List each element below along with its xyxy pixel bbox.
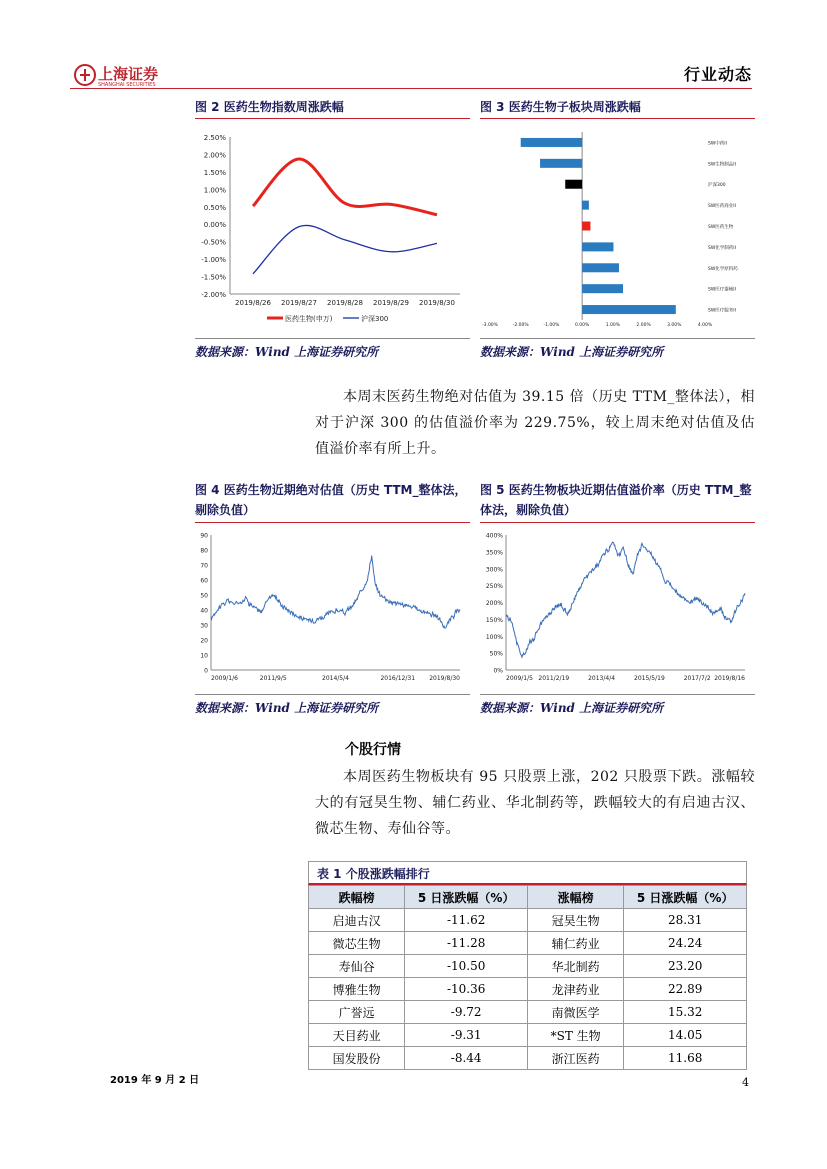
fig3-caption: 图 3 医药生物子板块周涨跌幅 [480,100,641,114]
x-tick-label: 4.00% [697,323,713,328]
y-tick-label: 200% [485,600,503,607]
gainer-pct: 28.31 [624,909,747,932]
fig4-line-chart [195,527,470,689]
x-tick-label: 2019/8/30 [429,675,460,682]
y-tick-label: 60 [200,577,208,585]
fig4-bottom-rule [195,694,470,695]
bar [582,263,619,272]
loser-name: 天目药业 [309,1024,405,1047]
fig2-source: 数据来源：Wind 上海证券研究所 [195,345,379,359]
valuation-paragraph: 本周末医药生物绝对估值为 39.15 倍（历史 TTM_整体法），相对于沪深 300 的估值溢价率为 229.75%，较上周末绝对估值及估值溢价率有所上升。 [315,389,755,457]
category-label: SW化学原料药 [708,266,738,272]
x-tick-label: 2019/8/29 [373,299,409,307]
logo-subtext: SHANGHAI SECURITIES [98,82,156,88]
y-tick-label: 30 [200,622,208,630]
fig2-caption: 图 2 医药生物指数周涨跌幅 [195,100,344,114]
category-label: SW医疗服务II [708,308,736,314]
gainer-name: 浙江医药 [527,1047,623,1070]
series-line [506,542,745,658]
loser-pct: -11.28 [405,932,528,955]
x-tick-label: 0.00% [574,323,590,328]
fig3-top-rule [480,118,755,119]
fig4-caption: 图 4 医药生物近期绝对估值（历史 TTM_整体法，剔除负值） [195,483,467,517]
company-logo [72,60,172,96]
bar [582,222,590,231]
x-tick-label: 2016/12/31 [380,675,416,682]
y-tick-label: 50 [200,592,208,600]
x-tick-label: 2009/1/6 [211,675,238,682]
fig2-bottom-rule [195,338,470,339]
stock-paragraph: 本周医药生物板块有 95 只股票上涨，202 只股票下跌。涨幅较大的有冠昊生物、辅仁药业、华北制药等，跌幅较大的有启迪古汉、微芯生物、寿仙谷等。 [315,769,755,837]
fig2-line-chart [195,122,470,334]
loser-name: 启迪古汉 [309,909,405,932]
y-tick-label: 150% [485,616,503,624]
gainer-pct: 11.68 [624,1047,747,1070]
fig3-bottom-rule [480,338,755,339]
bar [582,242,613,251]
y-tick-label: -1.50% [201,273,226,282]
table-row [309,932,747,955]
x-tick-label: 1.00% [605,323,621,328]
category-label: SW生物制品II [708,162,736,168]
x-tick-label: 2017/7/2 [683,675,711,682]
category-label: SW医药商业II [708,204,736,210]
loser-name: 广誉远 [309,1001,405,1024]
category-label: 沪深300 [708,183,726,189]
table-row [309,1001,747,1024]
category-label: SW中药II [708,141,727,147]
loser-pct: -10.36 [405,978,528,1001]
y-tick-label: 350% [485,549,503,557]
legend-label: 医药生物(申万) [285,315,333,323]
x-tick-label: 2011/9/5 [259,675,287,682]
section-title: 个股行情 [345,742,401,758]
y-tick-label: 0.50% [203,203,226,212]
fig3-bar-chart [480,122,755,334]
y-tick-label: 400% [485,532,503,540]
x-tick-label: 2009/1/5 [506,675,533,682]
col-header-losers: 跌幅榜 [309,886,405,909]
gainer-pct: 22.89 [624,978,747,1001]
y-tick-label: -1.00% [201,256,226,265]
x-tick-label: 2019/8/16 [714,675,745,682]
bar [540,159,582,168]
footer-date: 2019 年 9 月 2 日 [110,1075,200,1086]
header-rule [70,88,752,89]
legend-label: 沪深300 [361,315,389,323]
x-tick-label: 2014/5/4 [322,675,349,682]
loser-pct: -9.31 [405,1024,528,1047]
series-line [211,556,460,629]
y-tick-label: 40 [200,607,208,615]
header-title: 行业动态 [683,65,752,84]
gainer-name: *ST 生物 [527,1024,623,1047]
loser-pct: -9.72 [405,1001,528,1024]
x-tick-label: 2013/4/4 [588,675,616,682]
bar [521,138,582,147]
bar [582,305,676,314]
x-tick-label: 2.00% [636,323,651,328]
gainer-name: 龙津药业 [527,978,623,1001]
gainer-name: 冠昊生物 [527,909,623,932]
loser-pct: -8.44 [405,1047,528,1070]
y-tick-label: 0% [493,667,503,675]
table-row [309,978,747,1001]
col-header-gainers: 涨幅榜 [527,886,623,909]
table-row [309,955,747,978]
table-header-row [309,886,747,909]
bar [565,180,582,189]
table-row [309,1047,747,1070]
col-header-loss-pct: 5 日涨跌幅（%） [405,886,528,909]
x-tick-label: 2019/8/28 [327,299,363,307]
gainer-pct: 23.20 [624,955,747,978]
category-label: SW医疗器械II [708,287,736,293]
y-tick-label: 0 [204,667,208,675]
loser-name: 寿仙谷 [309,955,405,978]
loser-name: 国发股份 [309,1047,405,1070]
y-tick-label: 20 [200,637,208,645]
x-tick-label: -3.00% [482,323,498,328]
y-tick-label: 2.50% [203,134,226,142]
rank-table [308,885,747,1070]
series-line-hs300 [253,225,437,273]
category-label: SW医药生物 [708,225,734,230]
x-tick-label: 2011/2/19 [538,675,570,682]
y-tick-label: 50% [489,650,503,658]
gainer-name: 辅仁药业 [527,932,623,955]
x-tick-label: 3.00% [667,323,682,328]
x-tick-label: 2019/8/26 [235,299,271,307]
x-tick-label: -1.00% [543,323,560,328]
fig5-line-chart [480,527,755,689]
y-tick-label: 250% [485,583,503,591]
x-tick-label: 2019/8/27 [281,299,317,307]
page-number: 4 [742,1076,749,1089]
y-tick-label: -2.00% [201,291,226,299]
fig5-bottom-rule [480,694,755,695]
rank-table-block [308,861,747,1070]
fig2-top-rule [195,118,470,119]
x-tick-label: 2015/5/19 [634,675,665,682]
fig5-top-rule [480,522,755,523]
bar [582,201,589,210]
y-tick-label: 0.00% [203,221,226,230]
loser-name: 博雅生物 [309,978,405,1001]
y-tick-label: 10 [200,652,208,660]
x-tick-label: -2.00% [512,323,529,328]
y-tick-label: 1.00% [203,186,226,195]
table-title: 表 1 个股涨跌幅排行 [308,861,747,885]
loser-pct: -10.50 [405,955,528,978]
y-tick-label: 90 [200,532,208,540]
y-tick-label: 100% [485,633,503,641]
fig4-top-rule [195,522,470,523]
logo-text: 上海证券 [98,65,159,83]
fig5-caption: 图 5 医药生物板块近期估值溢价率（历史 TTM_整体法，剔除负值） [480,483,752,517]
gainer-pct: 14.05 [624,1024,747,1047]
table-row [309,909,747,932]
y-tick-label: 2.00% [203,151,226,160]
gainer-name: 南微医学 [527,1001,623,1024]
fig5-source: 数据来源：Wind 上海证券研究所 [480,701,664,715]
loser-pct: -11.62 [405,909,528,932]
bar [582,284,623,293]
y-tick-label: 80 [200,547,208,555]
table-row [309,1024,747,1047]
col-header-gain-pct: 5 日涨跌幅（%） [624,886,747,909]
series-line-pharma [253,159,437,215]
gainer-pct: 24.24 [624,932,747,955]
y-tick-label: 1.50% [203,168,226,177]
y-tick-label: -0.50% [201,238,226,247]
loser-name: 微芯生物 [309,932,405,955]
fig3-source: 数据来源：Wind 上海证券研究所 [480,345,664,359]
category-label: SW化学制药II [708,245,736,251]
gainer-name: 华北制药 [527,955,623,978]
y-tick-label: 300% [485,566,503,574]
y-tick-label: 70 [200,562,208,570]
x-tick-label: 2019/8/30 [419,299,455,307]
gainer-pct: 15.32 [624,1001,747,1024]
fig4-source: 数据来源：Wind 上海证券研究所 [195,701,379,715]
